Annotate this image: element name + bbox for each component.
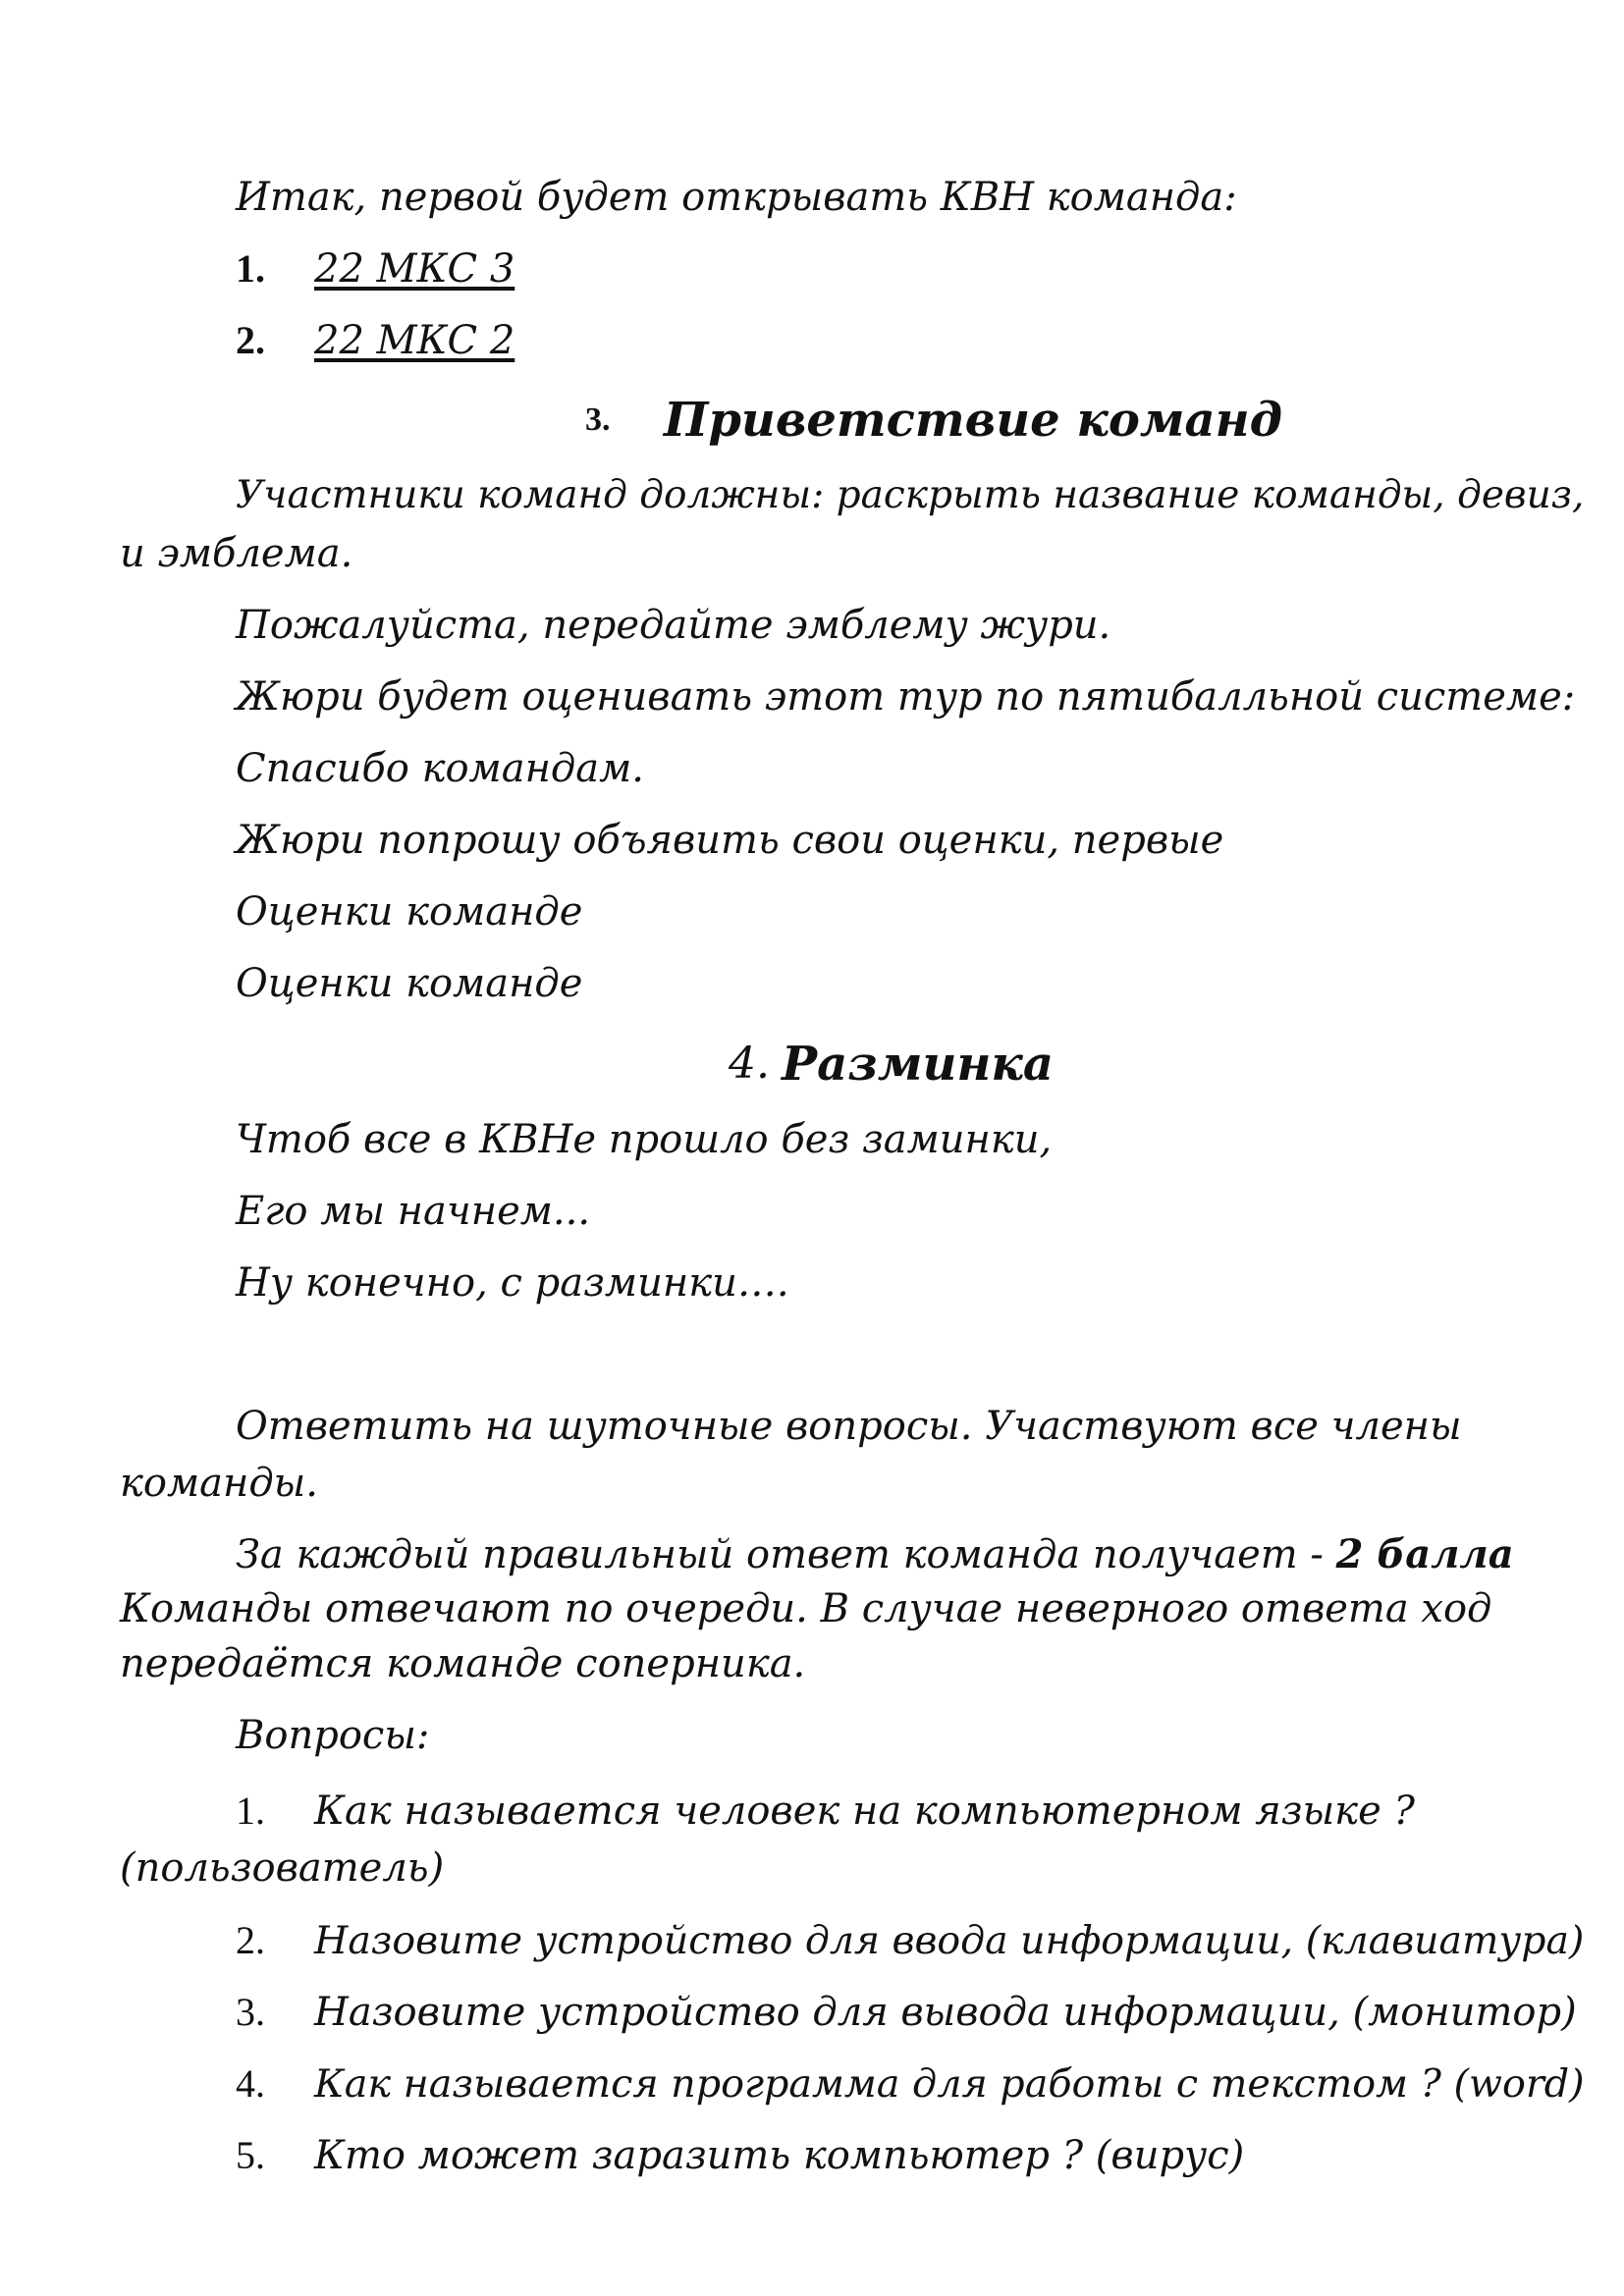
- rules-line: передаётся команде соперника.: [120, 1641, 806, 1686]
- rules-text: За каждый правильный ответ команда получает -: [236, 1532, 1336, 1577]
- section-heading: Приветствие команд: [664, 393, 1282, 448]
- question-number: 1.: [236, 1789, 265, 1833]
- question-number: 2.: [236, 1918, 265, 1962]
- question-number: 5.: [236, 2133, 265, 2177]
- paragraph-line: Жюри попрошу объявить свои оценки, первые: [236, 818, 1224, 863]
- rules-line: команды.: [120, 1461, 318, 1506]
- paragraph-line: Оценки команде: [236, 961, 583, 1006]
- poem-line: Ну конечно, с разминки….: [236, 1260, 789, 1306]
- paragraph-line: Жюри будет оценивать этот тур по пятибалльной системе:: [236, 674, 1576, 720]
- rules-line: Ответить на шуточные вопросы. Участвуют все члены: [236, 1404, 1462, 1449]
- questions-label: Вопросы:: [236, 1713, 430, 1758]
- question-number: 3.: [236, 1990, 265, 2034]
- section-heading: Разминка: [782, 1037, 1054, 1092]
- paragraph-line: Пожалуйста, передайте эмблему жури.: [236, 603, 1111, 648]
- question-text: Кто может заразить компьютер ? (вирус): [314, 2133, 1245, 2178]
- points-value: 2 балла: [1335, 1531, 1514, 1577]
- team-number: 2.: [236, 318, 265, 362]
- paragraph-line: Спасибо командам.: [236, 746, 644, 791]
- paragraph-line: Участники команд должны: раскрыть название команды, девиз,: [236, 473, 1585, 517]
- rules-line: [236, 1528, 1514, 1581]
- paragraph-line: Оценки команде: [236, 889, 583, 934]
- intro-text: Итак, первой будет открывать КВН команда:: [236, 175, 1237, 220]
- team-number: 1.: [236, 246, 265, 291]
- section-number: 3.: [585, 401, 611, 438]
- section-number: 4.: [729, 1039, 770, 1089]
- question-text: Назовите устройство для ввода информации, (клавиатура): [314, 1918, 1585, 1963]
- poem-line: Его мы начнем...: [236, 1189, 591, 1234]
- question-text: Назовите устройство для вывода информации, (монитор): [314, 1990, 1577, 2035]
- poem-line: Чтоб все в КВНе прошло без заминки,: [236, 1117, 1053, 1162]
- question-text: Как называется программа для работы с текстом ? (word): [314, 2061, 1585, 2107]
- paragraph-line: и эмблема.: [120, 531, 353, 576]
- question-text: (пользователь): [120, 1845, 445, 1891]
- rules-line: Команды отвечают по очереди. В случае неверного ответа ход: [120, 1586, 1492, 1631]
- team-name: 22 МКС 2: [314, 318, 515, 363]
- team-name: 22 МКС 3: [314, 246, 515, 292]
- question-number: 4.: [236, 2061, 265, 2106]
- question-text: Как называется человек на компьютерном языке ?: [314, 1789, 1415, 1834]
